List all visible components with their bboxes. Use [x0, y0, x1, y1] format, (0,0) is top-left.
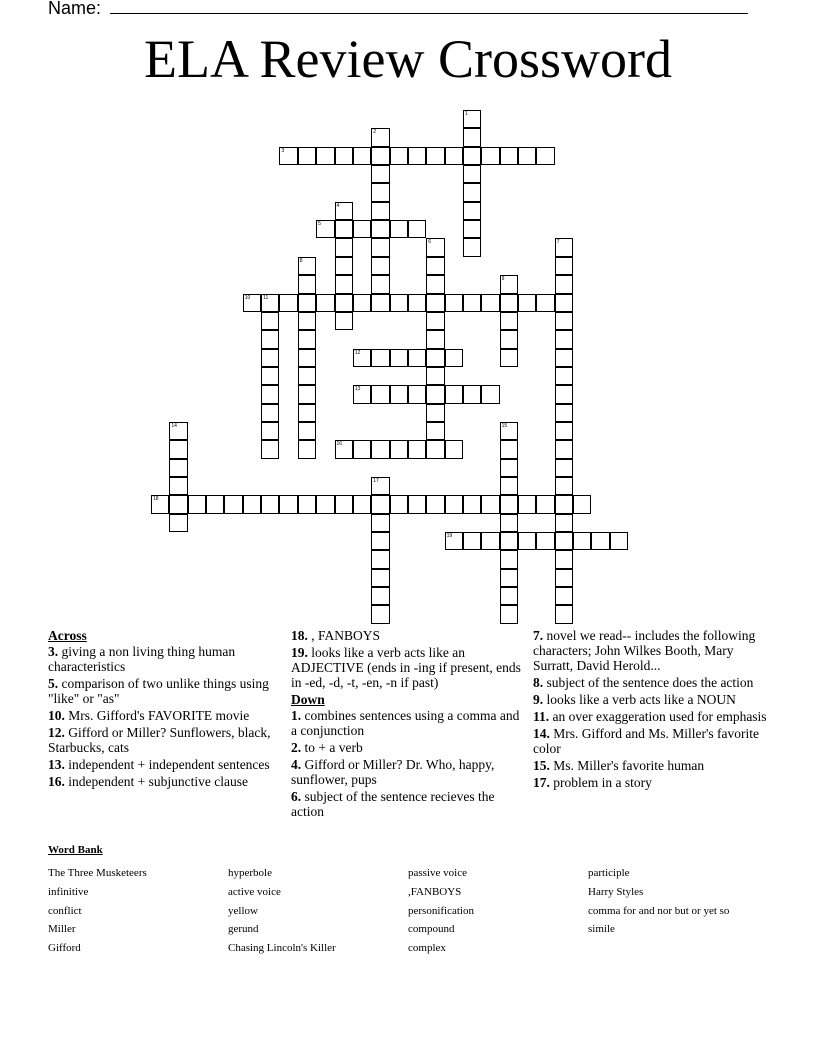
grid-cell[interactable]	[371, 183, 389, 201]
grid-cell[interactable]	[500, 349, 518, 367]
grid-cell[interactable]	[169, 495, 187, 513]
grid-cell[interactable]	[555, 404, 573, 422]
grid-cell[interactable]	[536, 147, 554, 165]
grid-cell[interactable]	[206, 495, 224, 513]
clue-number: 15.	[533, 758, 550, 773]
grid-cell[interactable]	[610, 532, 628, 550]
grid-cell[interactable]	[555, 312, 573, 330]
grid-cell[interactable]	[555, 385, 573, 403]
grid-cell[interactable]	[408, 495, 426, 513]
grid-cell[interactable]	[518, 147, 536, 165]
clue-number: 8.	[533, 675, 544, 690]
clue-item	[48, 774, 276, 789]
clue-number: 9	[501, 276, 505, 283]
grid-cell[interactable]	[463, 294, 481, 312]
clue-item	[48, 676, 276, 706]
grid-cell[interactable]	[261, 349, 279, 367]
grid-cell[interactable]	[371, 202, 389, 220]
clue-text: , FANBOYS	[307, 628, 381, 643]
grid-cell[interactable]	[445, 440, 463, 458]
clue-number: 5	[318, 221, 321, 228]
grid-cell[interactable]	[335, 202, 353, 220]
grid-cell[interactable]	[426, 495, 444, 513]
grid-cell[interactable]	[500, 514, 518, 532]
clue-number: 1	[464, 111, 468, 117]
grid-cell[interactable]	[390, 349, 408, 367]
grid-cell[interactable]	[500, 569, 518, 587]
grid-cell[interactable]	[500, 587, 518, 605]
word-bank-item: The Three Musketeers	[48, 867, 147, 879]
clue-item	[533, 675, 773, 690]
grid-cell[interactable]	[555, 275, 573, 293]
grid-cell[interactable]	[261, 367, 279, 385]
grid-cell[interactable]	[353, 294, 371, 312]
grid-cell[interactable]	[426, 294, 444, 312]
grid-cell[interactable]	[555, 532, 573, 550]
grid-cell[interactable]	[463, 385, 481, 403]
grid-cell[interactable]	[555, 422, 573, 440]
grid-cell[interactable]	[261, 495, 279, 513]
grid-cell[interactable]	[279, 495, 297, 513]
grid-cell[interactable]	[316, 147, 334, 165]
clue-text: an over exaggeration used for emphasis	[549, 709, 767, 724]
clue-number: 17	[373, 478, 379, 484]
grid-cell[interactable]	[555, 477, 573, 495]
word-bank-item: Gifford	[48, 942, 81, 955]
grid-cell[interactable]	[463, 110, 481, 128]
grid-cell[interactable]	[555, 238, 573, 256]
clue-number: 13.	[48, 757, 65, 772]
grid-cell[interactable]	[353, 385, 371, 403]
grid-cell[interactable]	[426, 238, 444, 256]
grid-cell[interactable]	[261, 440, 279, 458]
grid-cell[interactable]	[481, 147, 499, 165]
grid-cell[interactable]	[463, 238, 481, 256]
grid-cell[interactable]	[316, 495, 334, 513]
clue-text: looks like a verb acts like a NOUN	[543, 692, 736, 707]
clue-item	[48, 708, 276, 723]
grid-cell[interactable]	[298, 275, 316, 293]
clue-text: Ms. Miller's favorite human	[549, 758, 705, 773]
clue-text: Gifford or Miller? Sunflowers, black, Starbucks, cats	[48, 725, 271, 755]
word-bank-item: comma for and nor but or yet so	[588, 904, 730, 917]
grid-cell[interactable]	[426, 147, 444, 165]
clue-number: 2	[373, 129, 376, 136]
grid-cell[interactable]	[573, 495, 591, 513]
grid-cell[interactable]	[353, 440, 371, 458]
clue-item	[48, 644, 276, 674]
grid-cell[interactable]	[481, 294, 499, 312]
grid-cell[interactable]	[445, 495, 463, 513]
grid-cell[interactable]	[298, 349, 316, 367]
clue-item	[291, 645, 525, 690]
clue-number: 18.	[291, 628, 308, 643]
word-bank-item: conflict	[48, 904, 82, 917]
grid-cell[interactable]	[500, 312, 518, 330]
grid-cell[interactable]	[463, 495, 481, 513]
grid-cell[interactable]	[555, 367, 573, 385]
grid-cell[interactable]	[445, 147, 463, 165]
grid-cell[interactable]	[316, 294, 334, 312]
word-bank-item: simile	[588, 923, 615, 936]
clue-text: novel we read-- includes the following characters; John Wilkes Booth, Mary Surratt, David Herold...	[533, 628, 756, 673]
grid-cell[interactable]	[426, 349, 444, 367]
word-bank-item: hyperbole	[228, 867, 272, 879]
clues-column-1	[48, 628, 276, 791]
clues-column-3	[533, 628, 773, 792]
clue-number: 19.	[291, 645, 308, 660]
grid-cell[interactable]	[261, 422, 279, 440]
clue-text: giving a non living thing human characteristics	[48, 644, 236, 674]
grid-cell[interactable]	[169, 514, 187, 532]
clue-item	[291, 789, 525, 819]
grid-cell[interactable]	[536, 495, 554, 513]
grid-cell[interactable]	[463, 165, 481, 183]
grid-cell[interactable]	[298, 367, 316, 385]
grid-cell[interactable]	[243, 294, 261, 312]
grid-cell[interactable]	[298, 257, 316, 275]
grid-cell[interactable]	[463, 147, 481, 165]
grid-cell[interactable]	[335, 495, 353, 513]
clue-item	[291, 757, 525, 787]
name-label: Name:	[48, 0, 107, 18]
clue-item	[48, 757, 276, 772]
grid-cell[interactable]	[298, 312, 316, 330]
grid-cell[interactable]	[261, 404, 279, 422]
grid-cell[interactable]	[408, 440, 426, 458]
clue-text: subject of the sentence does the action	[543, 675, 754, 690]
grid-cell[interactable]	[408, 349, 426, 367]
grid-cell[interactable]	[500, 422, 518, 440]
grid-cell[interactable]	[518, 294, 536, 312]
grid-cell[interactable]	[555, 495, 573, 513]
clue-number: 3.	[48, 644, 59, 659]
grid-cell[interactable]	[445, 294, 463, 312]
grid-cell[interactable]	[353, 349, 371, 367]
word-bank-item: participle	[588, 867, 630, 879]
word-bank-item: Miller	[48, 923, 76, 936]
grid-cell[interactable]	[279, 147, 297, 165]
grid-cell[interactable]	[371, 605, 389, 623]
grid-cell[interactable]	[243, 495, 261, 513]
clue-number: 12	[354, 349, 361, 356]
grid-cell[interactable]	[371, 514, 389, 532]
grid-cell[interactable]	[426, 257, 444, 275]
clue-number: 16	[336, 441, 343, 448]
word-bank-item: compound	[408, 923, 455, 936]
clue-number: 7	[556, 239, 560, 246]
grid-cell[interactable]	[408, 294, 426, 312]
grid-cell[interactable]	[426, 404, 444, 422]
clue-number: 14.	[533, 726, 550, 741]
grid-cell[interactable]	[408, 385, 426, 403]
down-heading: Down	[291, 692, 325, 707]
grid-cell[interactable]	[555, 440, 573, 458]
grid-cell[interactable]	[335, 294, 353, 312]
grid-cell[interactable]	[335, 312, 353, 330]
clue-text: subject of the sentence recieves the action	[291, 789, 495, 819]
grid-cell[interactable]	[390, 385, 408, 403]
grid-cell[interactable]	[426, 275, 444, 293]
word-bank-item: Chasing Lincoln's Killer	[228, 942, 336, 955]
grid-cell[interactable]	[445, 385, 463, 403]
grid-cell[interactable]	[371, 587, 389, 605]
grid-cell[interactable]	[371, 147, 389, 165]
grid-cell[interactable]	[426, 330, 444, 348]
grid-cell[interactable]	[463, 183, 481, 201]
grid-cell[interactable]	[298, 404, 316, 422]
grid-cell[interactable]	[573, 532, 591, 550]
clue-text: looks like a verb acts like an ADJECTIVE (ends in -ing if present, ends in -ed, -d, -t, -en, -n if past)	[291, 645, 521, 690]
grid-cell[interactable]	[463, 220, 481, 238]
grid-cell[interactable]	[371, 477, 389, 495]
grid-cell[interactable]	[445, 532, 463, 550]
grid-cell[interactable]	[390, 294, 408, 312]
grid-cell[interactable]	[500, 495, 518, 513]
word-bank-item: passive voice	[408, 867, 467, 879]
grid-cell[interactable]	[500, 477, 518, 495]
grid-cell[interactable]	[371, 532, 389, 550]
word-bank-item: active voice	[228, 885, 281, 898]
clue-text: Mrs. Gifford and Ms. Miller's favorite color	[533, 726, 760, 756]
word-bank-column-1	[48, 864, 147, 958]
clue-text: Mrs. Gifford's FAVORITE movie	[64, 708, 250, 723]
grid-cell[interactable]	[371, 550, 389, 568]
grid-cell[interactable]	[555, 550, 573, 568]
clue-text: independent + subjunctive clause	[64, 774, 248, 789]
grid-cell[interactable]	[500, 532, 518, 550]
grid-cell[interactable]	[555, 459, 573, 477]
clue-number: 6.	[291, 789, 302, 804]
clue-number: 2.	[291, 740, 302, 755]
grid-cell[interactable]	[500, 440, 518, 458]
grid-cell[interactable]	[555, 587, 573, 605]
clue-number: 1.	[291, 708, 302, 723]
grid-cell[interactable]	[298, 495, 316, 513]
grid-cell[interactable]	[169, 459, 187, 477]
grid-cell[interactable]	[481, 532, 499, 550]
grid-cell[interactable]	[555, 349, 573, 367]
grid-cell[interactable]	[500, 550, 518, 568]
clue-text: combines sentences using a comma and a conjunction	[291, 708, 520, 738]
grid-cell[interactable]	[500, 459, 518, 477]
grid-cell[interactable]	[500, 294, 518, 312]
grid-cell[interactable]	[261, 294, 279, 312]
grid-cell[interactable]	[371, 220, 389, 238]
clue-number: 10	[244, 294, 251, 301]
grid-cell[interactable]	[335, 147, 353, 165]
grid-cell[interactable]	[353, 220, 371, 238]
grid-cell[interactable]	[555, 605, 573, 623]
word-bank-title: Word Bank	[48, 844, 103, 856]
grid-cell[interactable]	[408, 147, 426, 165]
word-bank-column-2	[228, 864, 336, 958]
clue-number: 11.	[533, 709, 550, 724]
clue-number: 4	[336, 202, 340, 209]
grid-cell[interactable]	[426, 385, 444, 403]
grid-cell[interactable]	[298, 330, 316, 348]
clue-number: 6	[428, 239, 432, 246]
clue-number: 19	[446, 533, 453, 540]
grid-cell[interactable]	[169, 477, 187, 495]
grid-cell[interactable]	[371, 165, 389, 183]
grid-cell[interactable]	[371, 257, 389, 275]
grid-cell[interactable]	[261, 385, 279, 403]
clue-number: 9.	[533, 692, 544, 707]
grid-cell[interactable]	[500, 147, 518, 165]
grid-cell[interactable]	[279, 294, 297, 312]
grid-cell[interactable]	[371, 495, 389, 513]
grid-cell[interactable]	[518, 532, 536, 550]
clue-number: 3	[281, 147, 285, 154]
clue-text: comparison of two unlike things using "like" or "as"	[48, 676, 269, 706]
grid-cell[interactable]	[445, 349, 463, 367]
grid-cell[interactable]	[371, 238, 389, 256]
word-bank-item: Harry Styles	[588, 885, 644, 898]
clue-number: 18	[153, 496, 159, 503]
clue-item	[48, 725, 276, 755]
grid-cell[interactable]	[555, 257, 573, 275]
clue-item	[533, 628, 773, 673]
grid-cell[interactable]	[426, 422, 444, 440]
grid-cell[interactable]	[298, 440, 316, 458]
grid-cell[interactable]	[555, 330, 573, 348]
grid-cell[interactable]	[536, 294, 554, 312]
clue-item	[533, 758, 773, 773]
grid-cell[interactable]	[169, 422, 187, 440]
grid-cell[interactable]	[371, 385, 389, 403]
clue-number: 10.	[48, 708, 65, 723]
grid-cell[interactable]	[500, 605, 518, 623]
clue-item	[291, 628, 525, 643]
grid-cell[interactable]	[188, 495, 206, 513]
clue-number: 14	[171, 422, 177, 429]
grid-cell[interactable]	[426, 440, 444, 458]
grid-cell[interactable]	[426, 367, 444, 385]
grid-cell[interactable]	[224, 495, 242, 513]
grid-cell[interactable]	[555, 294, 573, 312]
grid-cell[interactable]	[390, 220, 408, 238]
clue-text: problem in a story	[549, 775, 652, 790]
grid-cell[interactable]	[298, 385, 316, 403]
clue-number: 16.	[48, 774, 65, 789]
word-bank-item: complex	[408, 942, 446, 955]
grid-cell[interactable]	[463, 532, 481, 550]
clue-item	[533, 692, 773, 707]
clue-item	[291, 708, 525, 738]
clue-number: 17.	[533, 775, 550, 790]
clue-text: Gifford or Miller? Dr. Who, happy, sunflower, pups	[291, 757, 495, 787]
grid-cell[interactable]	[335, 257, 353, 275]
clue-number: 7.	[533, 628, 544, 643]
word-bank-column-4	[588, 864, 729, 939]
clue-number: 13	[354, 386, 361, 393]
grid-cell[interactable]	[536, 532, 554, 550]
grid-cell[interactable]	[371, 440, 389, 458]
grid-cell[interactable]	[335, 220, 353, 238]
clue-item	[291, 740, 525, 755]
clue-item	[533, 726, 773, 756]
clue-number: 11	[263, 294, 269, 301]
clue-number: 15	[501, 422, 508, 429]
grid-cell[interactable]	[151, 495, 169, 513]
grid-cell[interactable]	[298, 422, 316, 440]
grid-cell[interactable]	[335, 440, 353, 458]
grid-cell[interactable]	[335, 238, 353, 256]
grid-cell[interactable]	[408, 220, 426, 238]
word-bank-item: personification	[408, 904, 474, 917]
grid-cell[interactable]	[390, 440, 408, 458]
word-bank-item: infinitive	[48, 885, 89, 898]
grid-cell[interactable]	[555, 514, 573, 532]
grid-cell[interactable]	[371, 128, 389, 146]
grid-cell[interactable]	[371, 569, 389, 587]
grid-cell[interactable]	[353, 495, 371, 513]
grid-cell[interactable]	[371, 275, 389, 293]
clue-number: 4.	[291, 757, 302, 772]
grid-cell[interactable]	[518, 495, 536, 513]
grid-cell[interactable]	[463, 128, 481, 146]
word-bank-item: yellow	[228, 904, 258, 917]
grid-cell[interactable]	[500, 275, 518, 293]
grid-cell[interactable]	[316, 220, 334, 238]
grid-cell[interactable]	[390, 147, 408, 165]
clue-text: to + a verb	[301, 740, 363, 755]
grid-cell[interactable]	[261, 330, 279, 348]
grid-cell[interactable]	[390, 495, 408, 513]
clue-item	[533, 709, 773, 724]
grid-cell[interactable]	[555, 569, 573, 587]
grid-cell[interactable]	[481, 385, 499, 403]
grid-cell[interactable]	[463, 202, 481, 220]
clue-number: 12.	[48, 725, 65, 740]
grid-cell[interactable]	[371, 349, 389, 367]
grid-cell[interactable]	[261, 312, 279, 330]
grid-cell[interactable]	[335, 275, 353, 293]
clues-column-2	[291, 628, 525, 821]
grid-cell[interactable]	[298, 147, 316, 165]
word-bank-item: ,FANBOYS	[408, 885, 462, 898]
grid-cell[interactable]	[500, 330, 518, 348]
grid-cell[interactable]	[481, 495, 499, 513]
word-bank-column-3	[408, 864, 474, 958]
grid-cell[interactable]	[353, 147, 371, 165]
clue-number: 5.	[48, 676, 59, 691]
clue-text: independent + independent sentences	[64, 757, 270, 772]
grid-cell[interactable]	[298, 294, 316, 312]
grid-cell[interactable]	[426, 312, 444, 330]
across-heading: Across	[48, 628, 87, 643]
grid-cell[interactable]	[591, 532, 609, 550]
clue-number: 8	[299, 257, 303, 264]
grid-cell[interactable]	[169, 440, 187, 458]
clue-item	[533, 775, 773, 790]
page-title: ELA Review Crossword	[144, 29, 672, 89]
word-bank-item: gerund	[228, 923, 259, 936]
grid-cell[interactable]	[371, 294, 389, 312]
